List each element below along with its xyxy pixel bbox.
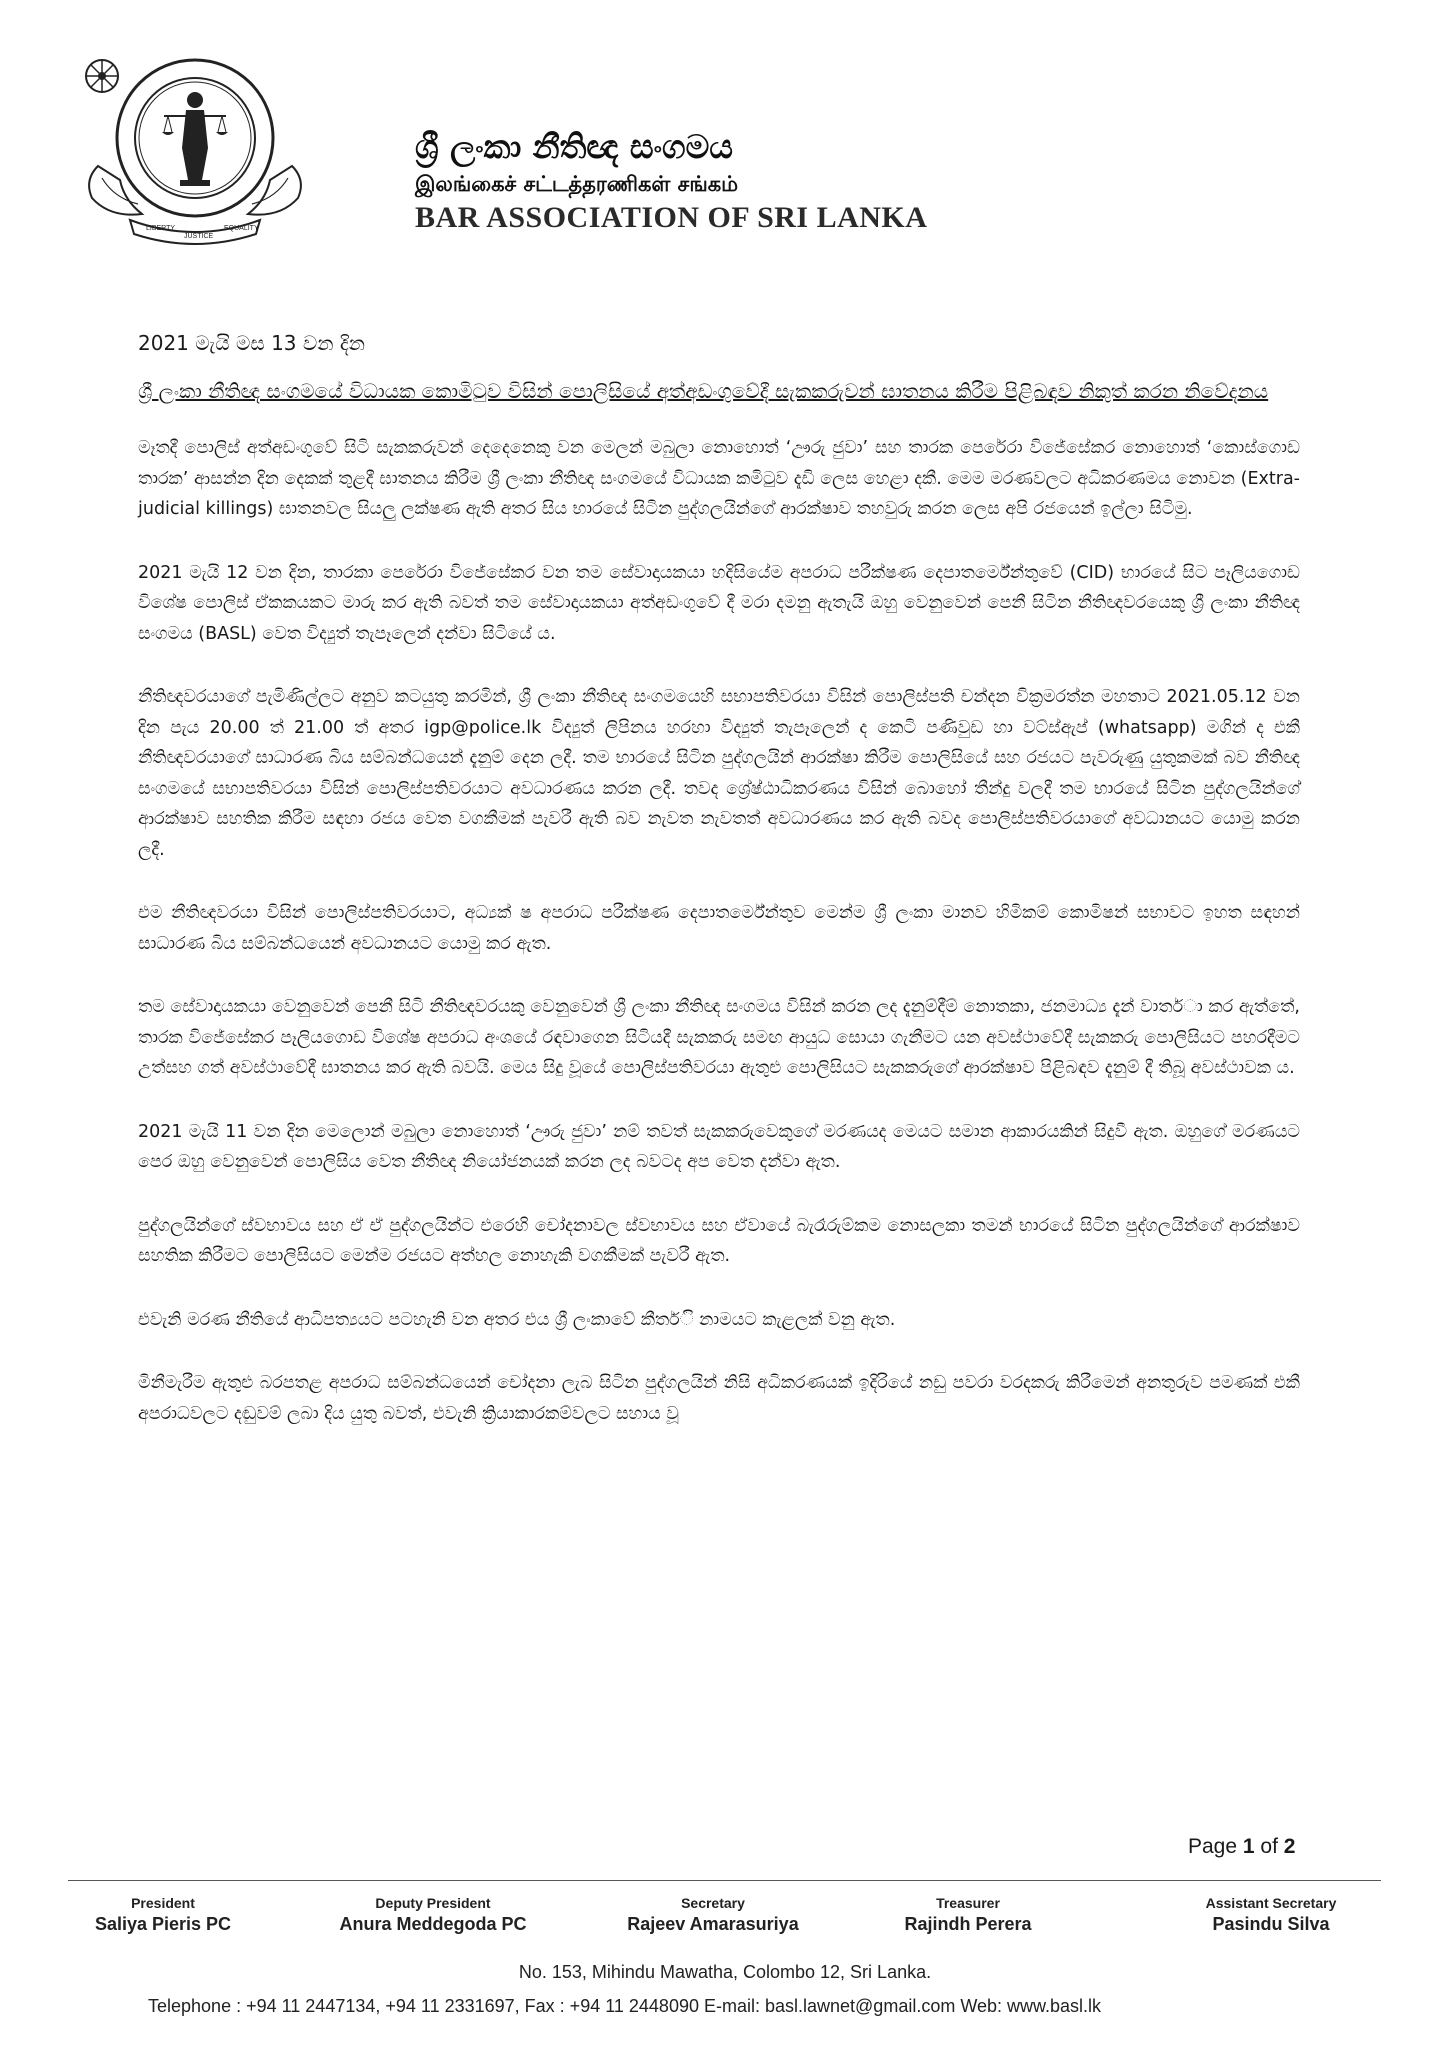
paragraph: එවැනි මරණ නීතියේ ආධිපත්‍යයට පටහැනි වන අතර එය ශ්‍රී ලංකාවේ කීතර්ි නාමයට කැළලක් වනු ඇත. — [138, 1309, 896, 1330]
paragraph: මිනීමැරීම ඇතුළු බරපතළ අපරාධ සම්බන්ධයෙන් චෝදනා ලැබ සිටින පුද්ගලයින් නිසි අධිකරණයක් ඉදිරියේ නඩු පවරා වරදකරු කිරීමෙන් අනතුරුව පමණක් එකී අපරාධවලට දඬුවම් ලබා දිය යුතු බවත්, එවැනි ක්‍රියාකාරකම්වලට සහාය වූ — [138, 1373, 1300, 1424]
officer-assistant-secretary — [1161, 1894, 1381, 1936]
paragraph: නීතිඥවරයාගේ පැමිණිල්ලට අනුව කටයුතු කරමින්, ශ්‍රී ලංකා නීතිඥ සංගමයෙහි සභාපතිවරයා විසින් පොලිස්පති චන්දන වික්‍රමරත්න මහතාට 2021.05.12 වන දින පැය 20.00 ත් 21.00 ත් අතර igp@police.lk විද්‍යුත් ලිපිනය හරහා විද්‍යුත් තැපෑලෙන් ද කෙටි පණිවුඩ හා වට්ස්ඇප් (whatsapp) මගින් ද එකී නීතිඥවරයාගේ සාධාරණ බිය සම්බන්ධයෙන් දැනුම් දෙන ලදී. තම භාරයේ සිටින පුද්ගලයින් ආරක්ෂා කිරීම පොලිසියේ සහ රජයට පැවරුණු යුතුකමක් බව නීතිඥ සංගමයේ සභාපතිවරයා විසින් පොලිස්පතිවරයාට අවධාරණය කරන ලදී. තවද ශ්‍රේෂ්ඨාධිකරණය විසින් බොහෝ තීන්දු වලදී තම භාරයේ සිටින පුද්ගලයින්ගේ ආරක්ෂාව සහතික කිරීම සඳහා රජය වෙත වගකීමක් පැවරී ඇති බව නැවත නැවතත් අවධාරණය කර ඇති බවද පොලිස්පතිවරයාගේ අවධානයට යොමු කරන ලදී. — [138, 687, 1300, 860]
officer-role: Assistant Secretary — [1205, 1895, 1337, 1911]
officer-name: Rajeev Amarasuriya — [627, 1914, 799, 1934]
footer-address: No. 153, Mihindu Mawatha, Colombo 12, Sri Lanka. — [518, 1962, 932, 1982]
paragraph: පුද්ගලයින්ගේ ස්වභාවය සහ ඒ ඒ පුද්ගලයින්ට එරෙහි චෝදනාවල ස්වභාවය සහ ඒවායේ බැරෑරුම්කම නොසලකා තමන් භාරයේ සිටින පුද්ගලයින්ගේ ආරක්ෂාව සහතික කිරීමට පොලිසියට මෙන්ම රජයට අත්හල නොහැකි වගකීමක් පැවරී ඇත. — [138, 1215, 1300, 1266]
officer-treasurer — [858, 1894, 1078, 1936]
document-body — [138, 328, 1300, 1462]
document-date: 2021 මැයි මස 13 වන දින — [138, 331, 365, 355]
officer-role: Treasurer — [936, 1895, 1000, 1911]
page-current: 1 — [1242, 1835, 1255, 1858]
footer-divider — [68, 1880, 1381, 1881]
paragraph: 2021 මැයි 11 වන දින මෙලොන් මබුලා නොහොත් ‘ඌරු ජුවා’ නම් තවත් සැකකරුවෙකුගේ මරණයද මෙයට සමාන ආකාරයකින් සිදුවී ඇත. ඔහුගේ මරණයට පෙර ඔහු වෙනුවෙන් පොලිසිය වෙත නීතිඥ නියෝජනයක් කරන ලද බවටද අප වෙත දන්වා ඇත. — [138, 1121, 1300, 1172]
paragraph: එම නීතිඥවරයා විසින් පොලිස්පතිවරයාට, අධ්‍යක් ෂ අපරාධ පරීක්ෂණ දෙපාතර්මේන්තුව මෙන්ම ශ්‍රී ලංකා මානව හිමිකම් කොමිෂන් සභාවට ඉහත සඳහන් සාධාරණ බිය සම්බන්ධයෙන් අවධානයට යොමු කර ඇත. — [138, 903, 1300, 954]
organization-names — [415, 126, 927, 236]
basl-seal-logo-icon — [80, 48, 310, 248]
officer-role: Secretary — [681, 1895, 745, 1911]
officer-role: President — [131, 1895, 195, 1911]
officer-secretary — [598, 1894, 828, 1936]
paragraph: 2021 මැයි 12 වන දින, තාරකා පෙරේරා විජේසේකර වන තම සේවාදායකයා හදිසියේම අපරාධ පරීක්ෂණ දෙපාතර්මේන්තුවේ (CID) භාරයේ සිට පෑලියගොඩ විශේෂ පොලිස් ඒකකයකට මාරු කර ඇති බවත් තම සේවාදායකයා අත්අඩංගුවේ දී මරා දමනු ඇතැයි ඔහු වෙනුවෙන් පෙනී සිටින නීතිඥවරයෙකු ශ්‍රී ලංකා නීතිඥ සංගමය (BASL) වෙත විද්‍යුත් තැපෑලෙන් දන්වා සිටියේ ය. — [138, 562, 1300, 644]
office-bearers — [68, 1894, 1381, 1944]
page-total: 2 — [1283, 1835, 1296, 1858]
officer-name: Anura Meddegoda PC — [339, 1914, 527, 1934]
officer-deputy-president — [313, 1894, 553, 1936]
paragraph: තම සේවාදායකයා වෙනුවෙන් පෙනී සිටි නීතිඥවරයකු වෙනුවෙන් ශ්‍රී ලංකා නීතිඥ සංගමය විසින් කරන ලද දැනුම්දීම් නොතකා, ජනමාධ්‍ය දැන් වාතර්ා කර ඇත්තේ, තාරක විජේසේකර පෑලියගොඩ විශේෂ අපරාධ අංශයේ රඳවාගෙන සිටියදී සැකකරු සමඟ ආයුධ සොයා ගැනීමට යන අවස්ථාවේදී සැකකරු පොලිසියට පහරදීමට උත්සහ ගත් අවස්ථාවේදී ඝාතනය කර ඇති බවයි. මෙය සිදු වූයේ පොලිස්පතිවරයා ඇතුළු පොලිසියට සැකකරුගේ ආරක්ෂාව පිළිබඳව දැනුම් දී තිබූ අවස්ථාවක ය. — [138, 997, 1300, 1078]
officer-name: Saliya Pieris PC — [94, 1914, 232, 1934]
officer-name: Pasindu Silva — [1212, 1914, 1330, 1934]
org-name-tamil: இலங்கைச் சட்டத்தரணிகள் சங்கம் — [415, 172, 739, 196]
org-name-english: BAR ASSOCIATION OF SRI LANKA — [415, 201, 928, 234]
logo-motto-right: EQUALITY — [224, 225, 259, 232]
officer-role: Deputy President — [375, 1895, 491, 1911]
page-indicator — [1188, 1835, 1295, 1859]
org-name-sinhala: ශ්‍රී ලංකා නීතිඥ සංගමය — [415, 127, 734, 166]
letterhead — [80, 48, 1380, 248]
paragraph: මෑතදී පොලිස් අත්අඩංගුවේ සිටි සැකකරුවන් දෙදෙනෙකු වන මෙලන් මබුලා නොහොත් ‘ඌරු ජුවා’ සහ තාරක පෙරේරා විජේසේකර නොහොත් ‘කොස්ගොඩ තාරක’ ආසන්න දින දෙකක් තුළදී ඝාතනය කිරීම ශ්‍රී ලංකා නීතිඥ සංගමයේ විධායක කමිටුව දැඩි ලෙස හෙළා දකී. මෙම මරණවලට අධිකරණමය නොවන (Extra-judicial killings) ඝාතනවල සියලු ලක්ෂණ ඇති අතර සිය භාරයේ සිටින පුද්ගලයින්ගේ ආරක්ෂාව තහවුරු කරන ලෙස අපි රජයෙන් ඉල්ලා සිටිමු. — [138, 438, 1300, 519]
page-label: Page — [1188, 1835, 1243, 1858]
logo-motto-left: LIBERTY — [146, 225, 176, 232]
officer-president — [68, 1894, 258, 1936]
logo-motto-center: JUSTICE — [184, 233, 214, 240]
officer-name: Rajindh Perera — [904, 1914, 1032, 1934]
footer-contact: Telephone : +94 11 2447134, +94 11 2331697, Fax : +94 11 2448090 E-mail: basl.lawnet@gmail.com Web: www.basl.lk — [148, 1996, 1102, 2016]
page-of-label: of — [1254, 1835, 1284, 1858]
document-title: ශ්‍රී ලංකා නීතිඥ සංගමයේ විධායක කොමිටුව විසින් පොලිසියේ අත්අඩංගුවේදී සැකකරුවන් ඝාතනය කිරීම පිළිබඳව නිකුත් කරන නිවේදනය — [138, 379, 1269, 403]
